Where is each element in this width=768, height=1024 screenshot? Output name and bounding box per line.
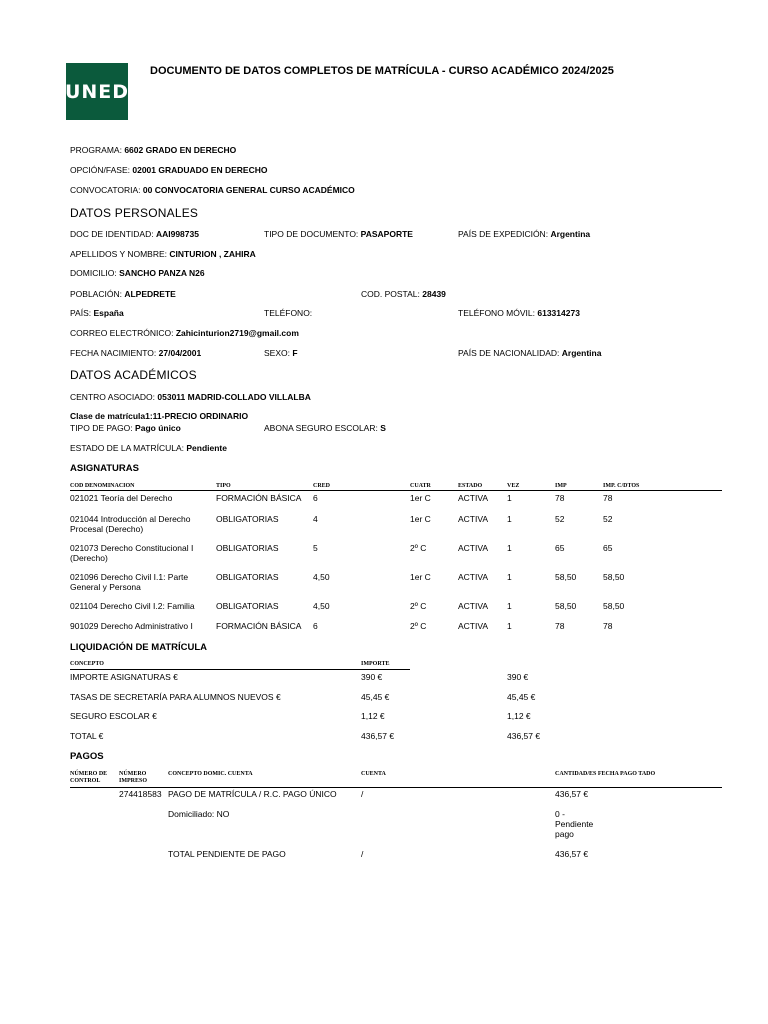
col-header: TIPO	[216, 483, 231, 489]
cell-vez: 1	[507, 493, 512, 503]
col-header: COD DENOMINACION	[70, 483, 135, 489]
cell-tipo: OBLIGATORIAS	[216, 572, 279, 582]
col-header: ESTADO	[458, 483, 483, 489]
cell-vez: 1	[507, 543, 512, 553]
cell-cuatr: 2º C	[410, 621, 427, 631]
centro-asociado: CENTRO ASOCIADO: 053011 MADRID-COLLADO VILLALBA	[70, 392, 311, 402]
cell-imp: 58,50	[555, 601, 577, 611]
cell-denominacion: 901029 Derecho Administrativo I	[70, 621, 193, 631]
cell-tipo: OBLIGATORIAS	[216, 601, 279, 611]
correo-electronico: CORREO ELECTRÓNICO: Zahicinturion2719@gmail.com	[70, 328, 299, 338]
section-liquidacion: LIQUIDACIÓN DE MATRÍCULA	[70, 642, 208, 653]
cell-imp-dtos: 58,50	[603, 601, 625, 611]
cell-tipo: FORMACIÓN BÁSICA	[216, 621, 302, 631]
cell-imp: 65	[555, 543, 565, 553]
cell-importe: 390 €	[507, 672, 529, 682]
cell-concepto: TASAS DE SECRETARÍA PARA ALUMNOS NUEVOS €	[70, 692, 281, 702]
uned-logo	[66, 63, 128, 120]
col-header: IMP. C/DTOS	[603, 483, 640, 489]
col-header: IMP	[555, 483, 567, 489]
cell-tipo: FORMACIÓN BÁSICA	[216, 493, 302, 503]
cell-denominacion: 021073 Derecho Constitucional I (Derecho)	[70, 543, 194, 563]
cell-cantidad: 436,57 €	[555, 849, 589, 859]
cell-estado: ACTIVA	[458, 621, 489, 631]
apellidos-nombre: APELLIDOS Y NOMBRE: CINTURION , ZAHIRA	[70, 249, 256, 259]
cell-concepto: Domiciliado: NO	[168, 809, 230, 819]
section-datos-personales: DATOS PERSONALES	[70, 206, 199, 220]
cell-imp: 58,50	[555, 572, 577, 582]
sexo: SEXO: F	[264, 348, 298, 358]
col-header: CONCEPTO DOMIC. CUENTA	[168, 771, 253, 777]
cell-cred: 6	[313, 621, 318, 631]
cell-cantidad: 436,57 €	[555, 789, 589, 799]
cell-importe: 436,57 €	[507, 731, 541, 741]
cell-concepto: SEGURO ESCOLAR €	[70, 711, 157, 721]
poblacion: POBLACIÓN: ALPEDRETE	[70, 289, 176, 299]
cell-imp-dtos: 52	[603, 514, 613, 524]
pais-nacionalidad: PAÍS DE NACIONALIDAD: Argentina	[458, 348, 602, 358]
cell-cuatr: 2º C	[410, 601, 427, 611]
cell-cuenta: /	[361, 789, 364, 799]
col-header: CANTIDAD/ES FECHA PAGO TADO	[555, 771, 656, 777]
cell-imp: 78	[555, 621, 565, 631]
section-datos-academicos: DATOS ACADÉMICOS	[70, 368, 197, 382]
domicilio: DOMICILIO: SANCHO PANZA N26	[70, 268, 205, 278]
cell-denominacion: 021021 Teoría del Derecho	[70, 493, 173, 503]
cell-estado: ACTIVA	[458, 514, 489, 524]
doc-identidad: DOC DE IDENTIDAD: AAI998735	[70, 229, 199, 239]
cell-estado: ACTIVA	[458, 543, 489, 553]
col-header: NÚMERO IMPRESO	[119, 771, 148, 784]
document-title: DOCUMENTO DE DATOS COMPLETOS DE MATRÍCULA - CURSO ACADÉMICO 2024/2025	[150, 65, 614, 77]
cell-imp-dtos: 65	[603, 543, 613, 553]
cell-tipo: OBLIGATORIAS	[216, 543, 279, 553]
cell-concepto: TOTAL PENDIENTE DE PAGO	[168, 849, 286, 859]
col-header: NÚMERO DE CONTROL	[70, 771, 108, 784]
col-header: CONCEPTO	[70, 661, 104, 667]
cell-imp: 52	[555, 514, 565, 524]
cell-importe: 1,12 €	[507, 711, 531, 721]
seguro-escolar: ABONA SEGURO ESCOLAR: S	[264, 423, 386, 433]
cell-cred: 4,50	[313, 601, 330, 611]
cell-importe: 45,45 €	[361, 692, 390, 702]
cell-tipo: OBLIGATORIAS	[216, 514, 279, 524]
cell-cuatr: 2º C	[410, 543, 427, 553]
table-rule	[70, 490, 722, 491]
cell-importe: 45,45 €	[507, 692, 536, 702]
cell-importe: 390 €	[361, 672, 383, 682]
col-header: IMPORTE	[361, 661, 390, 667]
cell-cuatr: 1er C	[410, 514, 431, 524]
cell-imp-dtos: 58,50	[603, 572, 625, 582]
fecha-nacimiento: FECHA NACIMIENTO: 27/04/2001	[70, 348, 202, 358]
cell-imp: 78	[555, 493, 565, 503]
cell-cuatr: 1er C	[410, 493, 431, 503]
col-header: CUENTA	[361, 771, 386, 777]
cell-estado: ACTIVA	[458, 493, 489, 503]
pais-expedicion: PAÍS DE EXPEDICIÓN: Argentina	[458, 229, 591, 239]
clase-matricula: Clase de matrícula1:11-PRECIO ORDINARIO	[70, 411, 249, 421]
cell-estado: ACTIVA	[458, 601, 489, 611]
cell-concepto: IMPORTE ASIGNATURAS €	[70, 672, 178, 682]
cell-cred: 4,50	[313, 572, 330, 582]
cell-vez: 1	[507, 572, 512, 582]
pais: PAÍS: España	[70, 308, 124, 318]
section-asignaturas: ASIGNATURAS	[70, 463, 139, 474]
cell-denominacion: 021104 Derecho Civil I.2: Familia	[70, 601, 195, 611]
table-rule	[70, 787, 722, 788]
cell-imp-dtos: 78	[603, 493, 613, 503]
cell-vez: 1	[507, 621, 512, 631]
table-rule	[70, 669, 410, 670]
col-header: CRED	[313, 483, 331, 489]
cell-denominacion: 021096 Derecho Civil I.1: Parte General y Persona	[70, 572, 189, 592]
cell-concepto: TOTAL €	[70, 731, 104, 741]
opcion-line: OPCIÓN/FASE: 02001 GRADUADO EN DERECHO	[70, 165, 268, 175]
estado-matricula: ESTADO DE LA MATRÍCULA: Pendiente	[70, 443, 227, 453]
cell-cuatr: 1er C	[410, 572, 431, 582]
col-header: VEZ	[507, 483, 520, 489]
tipo-pago: TIPO DE PAGO: Pago único	[70, 423, 181, 433]
codigo-postal: COD. POSTAL: 28439	[361, 289, 446, 299]
cell-cuenta: /	[361, 849, 364, 859]
telefono: TELÉFONO:	[264, 308, 313, 318]
cell-concepto: PAGO DE MATRÍCULA / R.C. PAGO ÚNICO	[168, 789, 337, 799]
cell-importe: 1,12 €	[361, 711, 385, 721]
cell-numero-impreso: 274418583	[119, 789, 162, 799]
cell-estado: ACTIVA	[458, 572, 489, 582]
section-pagos: PAGOS	[70, 751, 104, 762]
programa-line: PROGRAMA: 6602 GRADO EN DERECHO	[70, 145, 237, 155]
cell-denominacion: 021044 Introducción al Derecho Procesal (Derecho)	[70, 514, 191, 534]
cell-cred: 5	[313, 543, 318, 553]
cell-cantidad: 0 - Pendiente pago	[555, 809, 594, 839]
convocatoria-line: CONVOCATORIA: 00 CONVOCATORIA GENERAL CURSO ACADÉMICO	[70, 185, 355, 195]
cell-imp-dtos: 78	[603, 621, 613, 631]
logo-text: UNED	[64, 80, 130, 103]
cell-cred: 6	[313, 493, 318, 503]
cell-vez: 1	[507, 601, 512, 611]
cell-cred: 4	[313, 514, 318, 524]
cell-vez: 1	[507, 514, 512, 524]
cell-importe: 436,57 €	[361, 731, 395, 741]
col-header: CUATR	[410, 483, 431, 489]
telefono-movil: TELÉFONO MÓVIL: 613314273	[458, 308, 580, 318]
tipo-documento: TIPO DE DOCUMENTO: PASAPORTE	[264, 229, 413, 239]
